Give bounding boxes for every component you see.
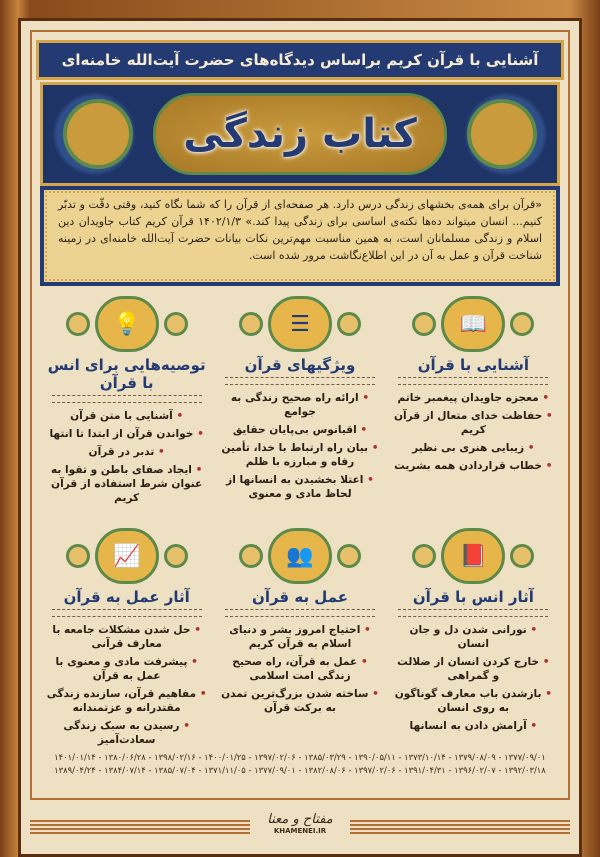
section-list <box>219 623 380 719</box>
list-item: • خواندن قرآن از ابتدا تا انتها <box>46 427 207 441</box>
section-5 <box>40 528 213 751</box>
sections-row-1 <box>40 296 560 509</box>
ornament-left <box>63 99 133 169</box>
list-item: • ارائه راه صحیح زندگی به جوامع <box>219 391 380 419</box>
quran-stand-icon: 📕 <box>441 528 505 584</box>
subtitle: آشنایی با قرآن کریم براساس دیدگاه‌های حضرت آیت‌الله خامنه‌ای <box>61 51 539 69</box>
divider <box>52 395 202 403</box>
khamenei-logo <box>260 812 340 835</box>
rosette-icon <box>164 312 188 336</box>
divider <box>225 609 375 617</box>
dates-line-2: ۱۳۹۲/۰۳/۱۸ - ۱۳۹۶/۰۲/۰۷ - ۱۳۹۱/۰۴/۳۱ - ۱۳۹۷/۰۲/۰۶ - ۱۳۸۲/۰۸/۰۶ - ۱۳۷۷/۰۹/۰۱ - ۱۳۷۱/۱۱/۰۵ - ۱۳۸۵/۰۷/۰۴ - ۱۳۸۴/۰۷/۱۴ - ۱۳۸۹/۰۴/۲۴ <box>54 765 546 775</box>
list-item: • خارج کردن انسان از ضلالت و گمراهی <box>393 655 554 683</box>
subtitle-band <box>36 40 564 80</box>
divider <box>52 609 202 617</box>
page-title: کتاب زندگی <box>183 111 417 157</box>
section-list <box>393 391 554 477</box>
list-item: • آرامش دادن به انسانها <box>393 719 554 733</box>
list-item: • آشنایی با متن قرآن <box>46 409 207 423</box>
section-title: آشنایی با قرآن <box>417 356 529 374</box>
decor-stripes-right <box>350 820 570 834</box>
list-item: • پیشرفت مادی و معنوی با عمل به قرآن <box>46 655 207 683</box>
section-title: عمل به قرآن <box>252 588 348 606</box>
rosette-icon <box>412 544 436 568</box>
section-medallion <box>235 296 365 352</box>
section-medallion <box>408 296 538 352</box>
section-title: توصیه‌هایی برای انس با قرآن <box>47 356 206 392</box>
section-0 <box>387 296 560 477</box>
section-list <box>393 623 554 737</box>
logo-signature: مفتاح و معنا <box>267 812 333 827</box>
list-item: • نورانی شدن دل و جان انسان <box>393 623 554 651</box>
section-3 <box>387 528 560 737</box>
list-icon: ☰ <box>268 296 332 352</box>
rosette-icon <box>66 312 90 336</box>
section-list <box>46 409 207 509</box>
section-list <box>46 623 207 751</box>
list-item: • زیبایی هنری بی نظیر <box>393 441 554 455</box>
rosette-icon <box>337 544 361 568</box>
rosette-icon <box>66 544 90 568</box>
decor-stripes-left <box>30 820 250 834</box>
people-icon: 👥 <box>268 528 332 584</box>
section-medallion <box>235 528 365 584</box>
list-item: • تدبر در قرآن <box>46 445 207 459</box>
list-item: • عمل به قرآن، راه صحیح زندگی امت اسلامی <box>219 655 380 683</box>
list-item: • ایجاد صفای باطن و تقوا به عنوان شرط استفاده از قرآن کریم <box>46 463 207 505</box>
section-title: آثار انس با قرآن <box>412 588 534 606</box>
intro-text: «قرآن برای همه‌ی بخشهای زندگی درس دارد. هر صفحه‌ای از قرآن را که شما نگاه کنید، وقتی دقّت و تدبّر کنیم... انسان میتواند ده‌ها نکته‌ی اساسی برای زندگی پیدا کند.» ۱۴۰۲/۱/۳ قرآن کریم کتاب جاویدان دین اسلام و زندگی مسلمانان است، به همین مناسبت مهم‌ترین نکات بیانات حضرت آیت‌الله خامنه‌ای در زمینه شناخت قرآن و عمل به آن در این اطلاع‌نگاشت مرور شده است. <box>40 186 560 286</box>
dates-block <box>36 752 564 776</box>
rosette-icon <box>164 544 188 568</box>
section-4 <box>213 528 386 719</box>
chart-icon: 📈 <box>95 528 159 584</box>
list-item: • حل شدن مشکلات جامعه با معارف قرآنی <box>46 623 207 651</box>
list-item: • ساخته شدن بزرگ‌ترین تمدن به برکت قرآن <box>219 687 380 715</box>
rosette-icon <box>337 312 361 336</box>
ornament-right <box>467 99 537 169</box>
section-1 <box>213 296 386 505</box>
section-medallion <box>62 296 192 352</box>
list-item: • اقیانوس بی‌پایان حقایق <box>219 423 380 437</box>
list-item: • اعتلا بخشیدن به انسانها از لحاظ مادی و معنوی <box>219 473 380 501</box>
rosette-icon <box>510 544 534 568</box>
list-item: • احتیاج امروز بشر و دنیای اسلام به قرآن کریم <box>219 623 380 651</box>
rosette-icon <box>510 312 534 336</box>
divider <box>398 609 548 617</box>
section-title: آثار عمل به قرآن <box>63 588 190 606</box>
logo-site: KHAMENEI.IR <box>273 827 327 835</box>
list-item: • حفاظت خدای متعال از قرآن کریم <box>393 409 554 437</box>
rosette-icon <box>239 544 263 568</box>
section-list <box>219 391 380 505</box>
divider <box>225 377 375 385</box>
dates-line-1: ۱۳۷۷/۰۹/۰۱ - ۱۳۷۹/۰۸/۰۹ - ۱۳۷۳/۱۰/۱۴ - ۱۳۹۰/۰۵/۱۱ - ۱۳۸۵/۰۳/۲۹ - ۱۳۹۷/۰۲/۰۶ - ۱۴۰۰/۰۱/۲۵ - ۱۳۹۸/۰۲/۱۶ - ۱۳۸۰/۰۶/۲۸ - ۱۴۰۱/۰۱/۱۴ <box>54 752 546 762</box>
section-medallion <box>408 528 538 584</box>
list-item: • رسیدن به سبک زندگی سعادت‌آمیز <box>46 719 207 747</box>
list-item: • خطاب قراردادن همه بشریت <box>393 459 554 473</box>
list-item: • مفاهیم قرآن، سازنده زندگی مقتدرانه و عزتمندانه <box>46 687 207 715</box>
list-item: • بازشدن باب معارف گوناگون به روی انسان <box>393 687 554 715</box>
title-banner <box>40 82 560 186</box>
book-icon: 📖 <box>441 296 505 352</box>
rosette-icon <box>412 312 436 336</box>
lightbulb-chat-icon: 💡 <box>95 296 159 352</box>
title-cartouche <box>153 93 447 175</box>
sections-row-2 <box>40 528 560 751</box>
divider <box>398 377 548 385</box>
rosette-icon <box>239 312 263 336</box>
section-title: ویژگیهای قرآن <box>244 356 356 374</box>
section-2 <box>40 296 213 509</box>
list-item: • بیان راه ارتباط با خدا، تأمین رفاه و مبارزه با ظلم <box>219 441 380 469</box>
list-item: • معجزه جاویدان پیغمبر خاتم <box>393 391 554 405</box>
section-medallion <box>62 528 192 584</box>
